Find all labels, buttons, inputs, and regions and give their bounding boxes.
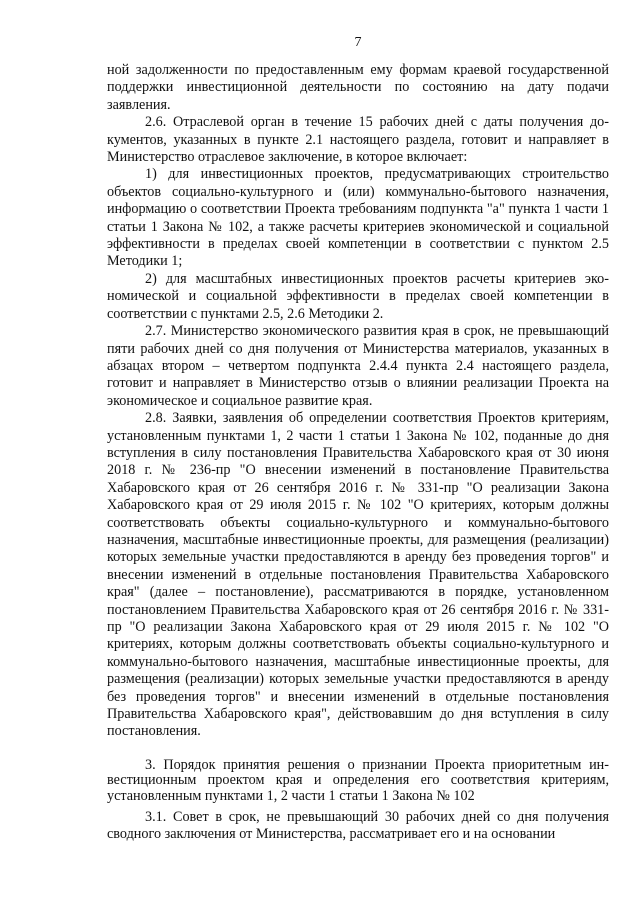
paragraph-2-7: 2.7. Министерство экономического развития края в срок, не превышающий пяти рабочих дней со дня получения от Министерства материалов, указанных в абзацах втором – четвертом подпункта 2.4.4 пункта 2.4 настоящего раздела, готовит и направляет в Министерство отзыв о влиянии реализации Проекта на экономическое и социальное развитие края. xyxy=(107,323,609,409)
paragraph-3-1: 3.1. Совет в срок, не превышающий 30 рабочих дней со дня получения сводного заключения от Министерства, рассматривает его и на основании xyxy=(107,808,609,843)
paragraph-2-6-item-2: 2) для масштабных инвестиционных проектов расчеты критериев экономической и социальной эффективности в пределах своей компетенции в соответствии с пунктами 2.5, 2.6 Методики 2. xyxy=(107,270,609,322)
paragraph-continuation: ной задолженности по предоставленным ему формам краевой государственной поддержки инвестиционной деятельности по состоянию на дату подачи заявления. xyxy=(107,62,609,113)
document-page xyxy=(107,34,609,843)
paragraph-2-8: 2.8. Заявки, заявления об определении соответствия Проектов критериям, установленным пунктами 1, 2 части 1 статьи 1 Закона № 102, поданные до дня вступления в силу постановления Правительства Хабаровского края от 30 июня 2018 г. № 236-пр "О внесении изменений в постановление Правительства Хабаровского края от 26 сентября 2016 г. № 331-пр "О реализации Закона Хабаровского края от 29 июля 2015 г. № 102 "О критериях, которым должны соответствовать объекты социально-культурного и коммунально-бытового назначения, масштабные инвестиционные проекты, для размещения (реализации) которых земельные участки предоставляются в аренду без проведения торгов" и внесении изменений в отдельные постановления Правительства Хабаровского края" (далее – постановление), рассматриваются в порядке, установленном постановлением Правительства Хабаровского края от 26 сентября 2016 г. № 331-пр "О реализации Закона Хабаровского края от 29 июля 2015 г. № 102 "О критериях, которым должны соответствовать объекты социально-культурного и коммунально-бытового назначения, масштабные инвестиционные проекты, для размещения (реализации) которых земельные участки предоставляются в аренду без проведения торгов" и внесении изменений в отдельные постановления Правительства Хабаровского края", действовавшим до дня вступления в силу постановления. xyxy=(107,410,609,740)
section-3-title: 3. Порядок принятия решения о признании Проекта приоритетным инвестиционным проектом края и определения его соответствия критериям, установленным пунктами 1, 2 части 1 статьи 1 Закона № 102 xyxy=(107,756,609,805)
paragraph-2-6: 2.6. Отраслевой орган в течение 15 рабочих дней с даты получения документов, указанных в пункте 2.1 настоящего раздела, готовит и направляет в Министерство отраслевое заключение, в которое включает: xyxy=(107,114,609,166)
page-number: 7 xyxy=(354,35,362,50)
paragraph-2-6-item-1: 1) для инвестиционных проектов, предусматривающих строительство объектов социально-культурного и (или) коммунально-бытового назначения, информацию о соответствии Проекта требованиям подпункта "а" пункта 1 части 1 статьи 1 Закона № 102, а также расчеты критериев экономической и социальной эффективности в пределах своей компетенции в соответствии с пунктом 2.5 Методики 1; xyxy=(107,166,609,270)
